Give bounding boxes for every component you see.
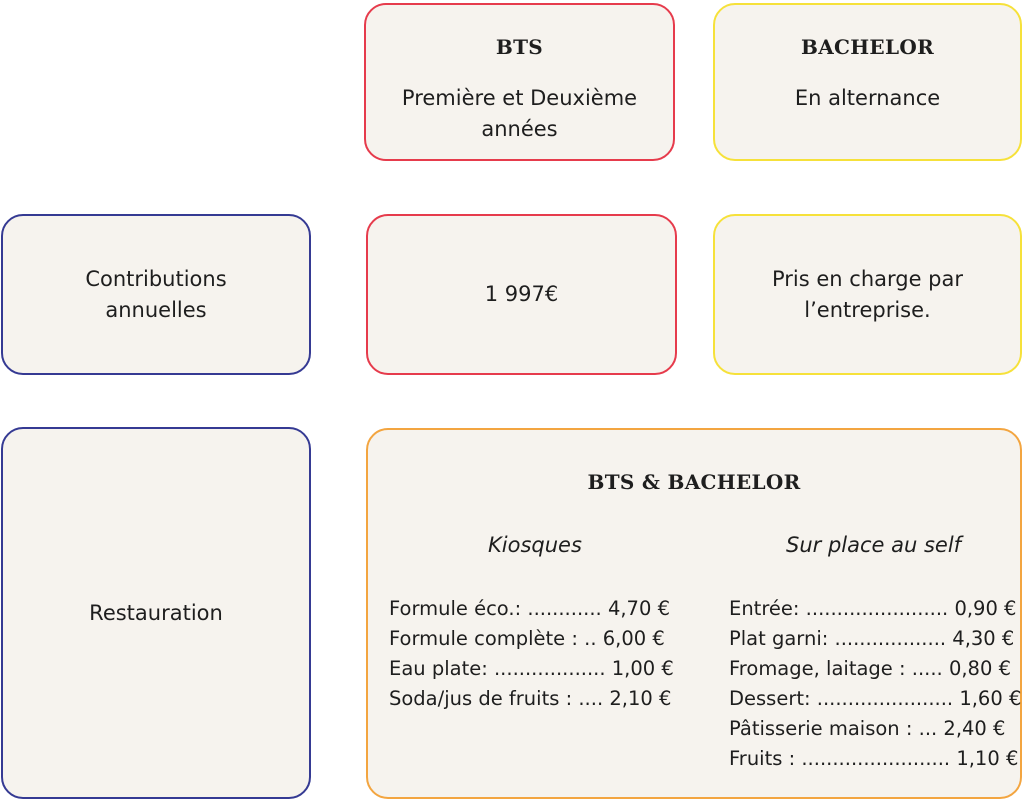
price-line-soda-jus: Soda/jus de fruits : .... 2,10 € <box>389 687 672 710</box>
bts-contribution-card <box>366 214 677 375</box>
price-line-fromage-laitage: Fromage, laitage : ..... 0,80 € <box>729 657 1011 680</box>
price-line-formule-eco: Formule éco.: ............ 4,70 € <box>389 597 670 620</box>
contributions-label-card <box>1 214 311 375</box>
bachelor-contribution-value: Pris en charge par l’entreprise. <box>771 266 964 322</box>
bts-header-card <box>364 3 675 161</box>
contributions-label: Contributions annuelles <box>85 266 227 322</box>
bachelor-title: BACHELOR <box>801 35 934 59</box>
price-line-eau-plate: Eau plate: .................. 1,00 € <box>389 657 674 680</box>
self-price-list <box>729 594 1021 774</box>
kiosques-heading: Kiosques <box>488 533 582 557</box>
bachelor-header-card <box>713 3 1022 161</box>
restauration-label: Restauration <box>89 600 223 625</box>
price-line-entree: Entrée: ....................... 0,90 € <box>729 597 1017 620</box>
price-line-patisserie: Pâtisserie maison : ... 2,40 € <box>729 717 1006 740</box>
kiosques-price-list <box>389 594 674 714</box>
price-line-fruits: Fruits : ........................ 1,10 € <box>729 747 1019 770</box>
bts-title: BTS <box>495 35 544 59</box>
bts-subtitle: Première et Deuxième années <box>401 86 638 141</box>
self-heading: Sur place au self <box>786 533 962 557</box>
price-line-plat-garni: Plat garni: .................. 4,30 € <box>729 627 1015 650</box>
price-line-dessert: Dessert: ...................... 1,60 € <box>729 687 1022 710</box>
restauration-title: BTS & BACHELOR <box>587 470 801 494</box>
bachelor-contribution-card <box>713 214 1022 375</box>
restauration-card <box>366 428 1022 799</box>
bachelor-subtitle: En alternance <box>794 86 941 110</box>
bts-contribution-value: 1 997€ <box>484 282 559 306</box>
price-line-formule-complete: Formule complète : .. 6,00 € <box>389 627 665 650</box>
restauration-label-card <box>1 427 311 799</box>
